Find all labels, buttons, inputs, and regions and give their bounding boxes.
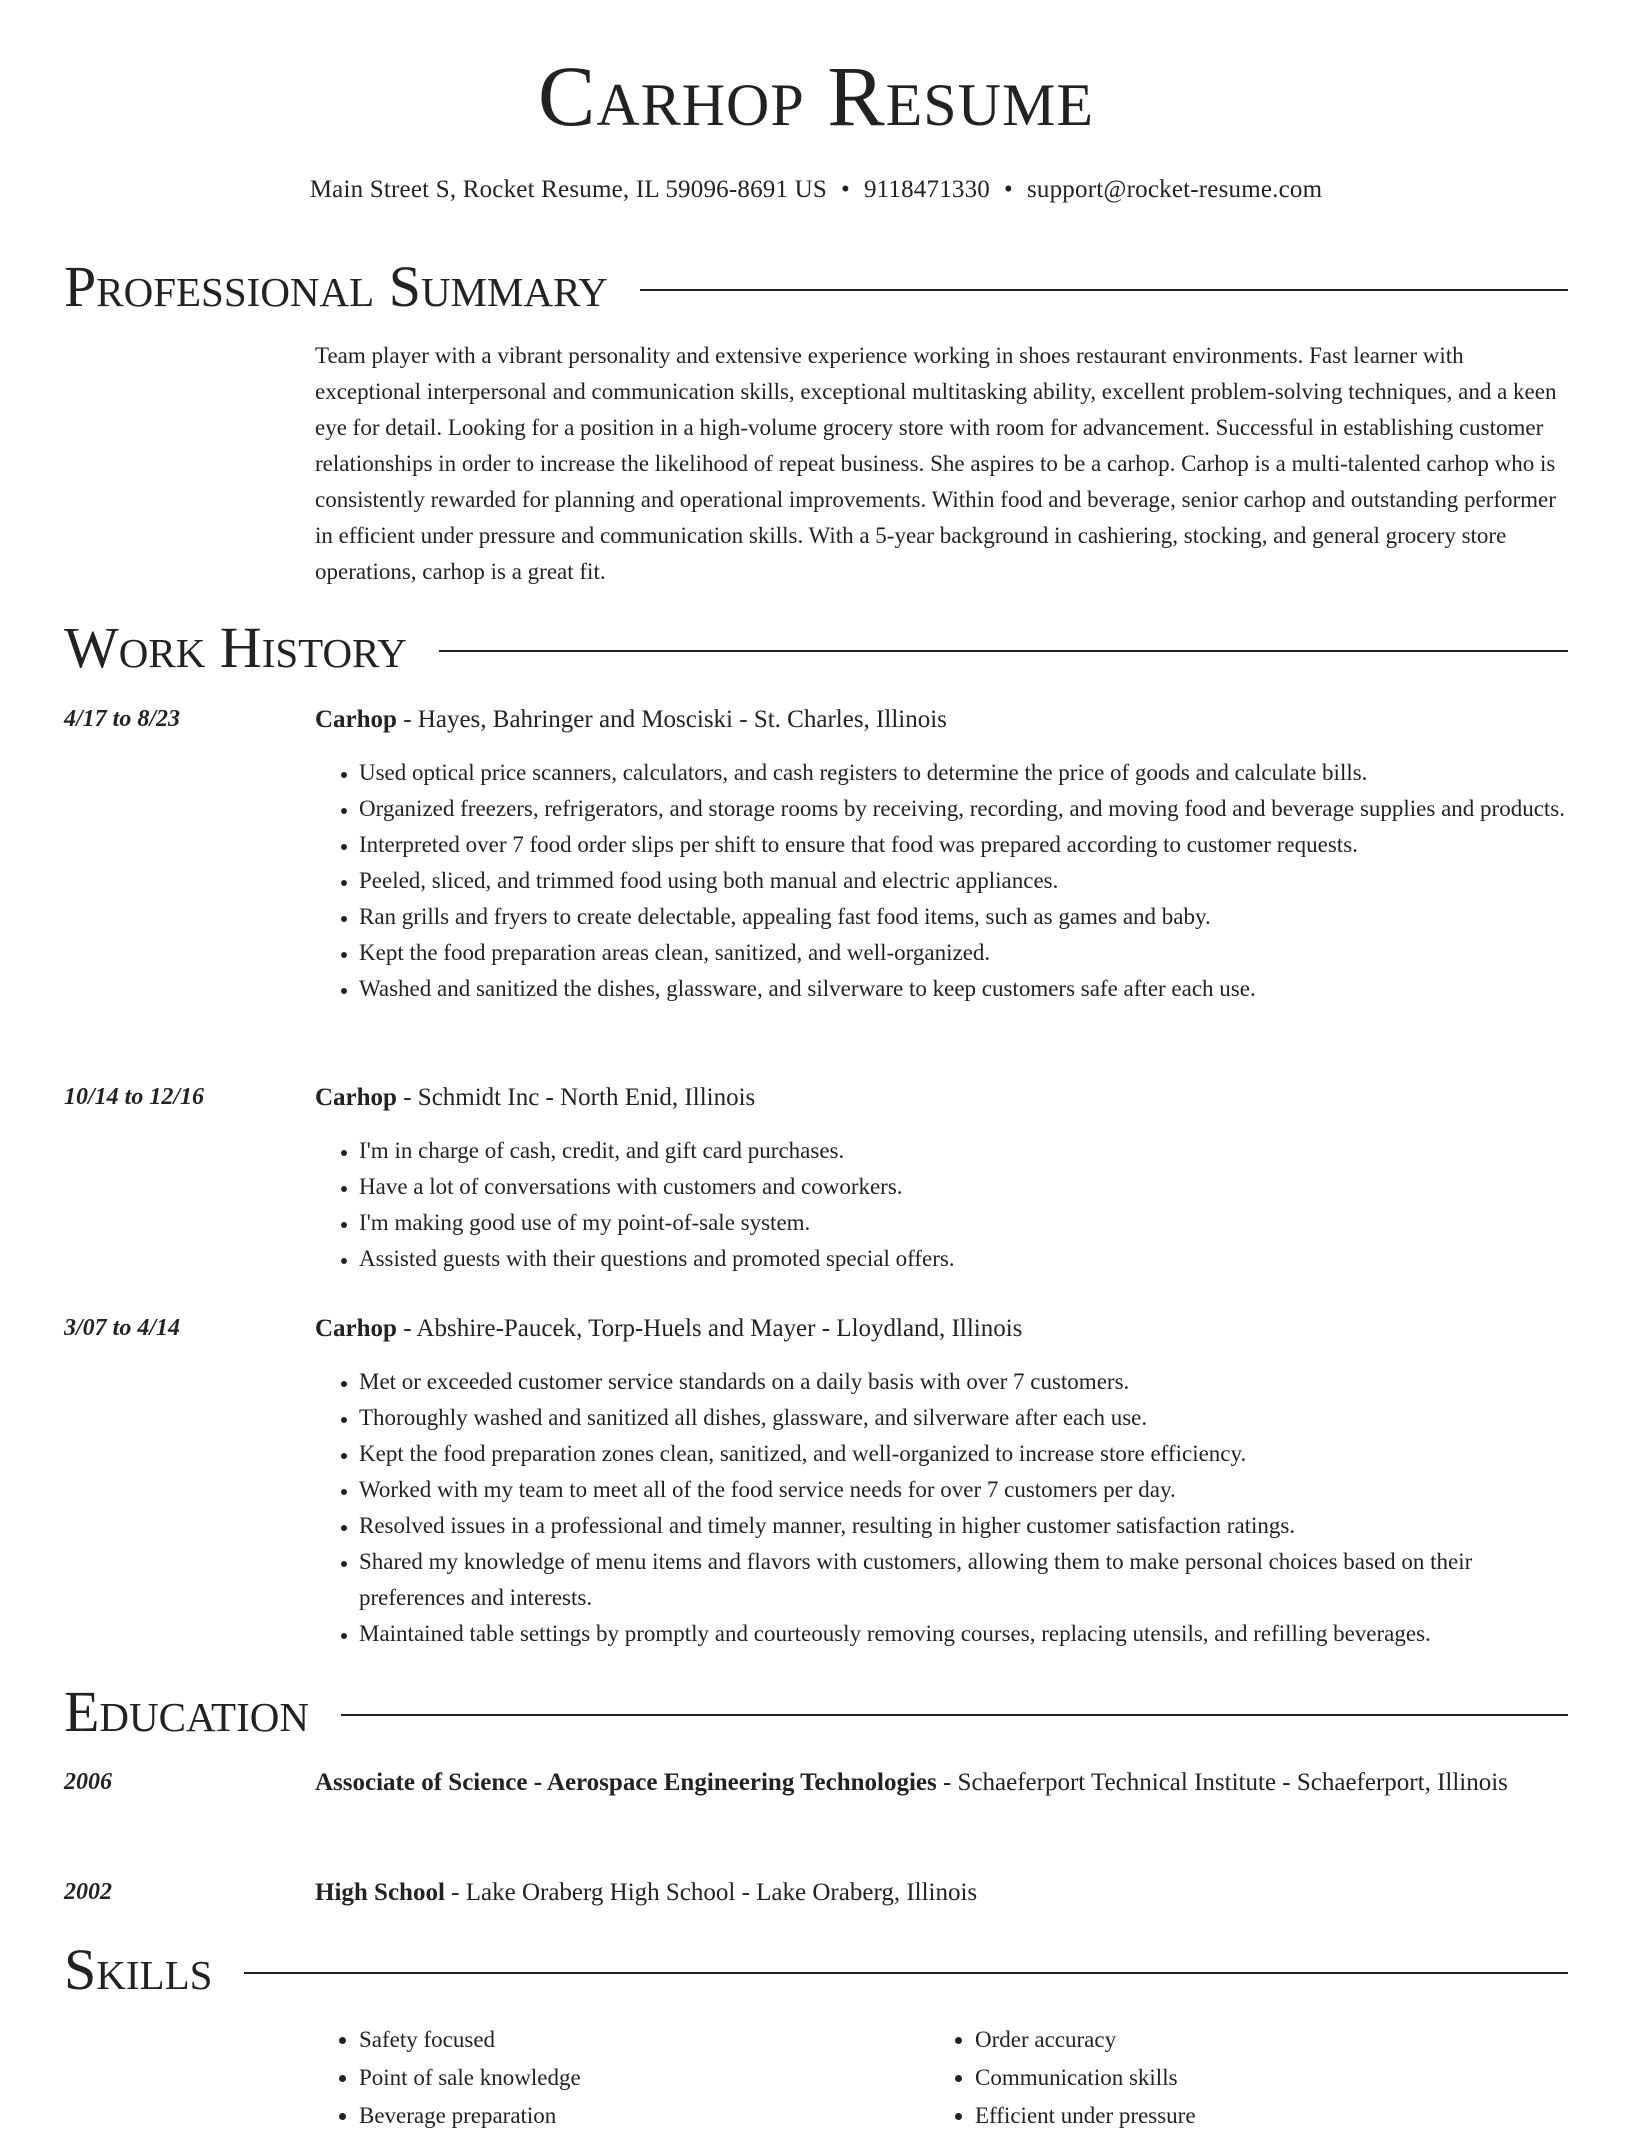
contact-email: support@rocket-resume.com	[1026, 176, 1323, 203]
duty-item: • Organized freezers, refrigerators, and storage rooms by receiving, recording, and moving food and beverage supplies and products.	[359, 791, 1568, 827]
education-year: 2006	[64, 1769, 112, 1795]
job-dates: 3/07 to 4/14	[64, 1315, 181, 1341]
skills-heading: Skills	[64, 1937, 213, 2002]
job-dates: 4/17 to 8/23	[64, 706, 181, 732]
duty-item: • Worked with my team to meet all of the food service needs for over 7 customers per day.	[359, 1472, 1568, 1508]
job-header	[315, 1310, 1568, 1348]
job-header	[315, 701, 1568, 739]
skill-item: • Communication skills	[975, 2059, 1196, 2097]
section-divider	[341, 1714, 1568, 1716]
work-section-header	[64, 615, 1568, 680]
duty-item: • Have a lot of conversations with customers and coworkers.	[359, 1169, 1568, 1205]
summary-heading: Professional Summary	[64, 254, 608, 319]
section-divider	[439, 650, 1568, 652]
job-dates: 10/14 to 12/16	[64, 1084, 205, 1110]
skill-item: • Safety focused	[359, 2021, 581, 2059]
job-title: Carhop	[315, 1315, 397, 1342]
section-divider	[640, 289, 1568, 291]
duty-item: • I'm making good use of my point-of-sale system.	[359, 1205, 1568, 1241]
duty-item: • Met or exceeded customer service standards on a daily basis with over 7 customers.	[359, 1364, 1568, 1400]
skills-list-left	[315, 2021, 581, 2135]
duty-item: • Kept the food preparation zones clean, sanitized, and well-organized to increase store efficiency.	[359, 1436, 1568, 1472]
education-details: - Lake Oraberg High School - Lake Oraberg, Illinois	[444, 1879, 978, 1906]
skill-item: • Order accuracy	[975, 2021, 1196, 2059]
education-details: - Schaeferport Technical Institute - Schaeferport, Illinois	[936, 1769, 1508, 1796]
education-degree: High School	[315, 1879, 445, 1906]
education-header	[315, 1764, 1568, 1802]
job-title: Carhop	[315, 1084, 397, 1111]
job-duties	[315, 1364, 1568, 1652]
summary-section-header	[64, 254, 1568, 319]
duty-item: • Assisted guests with their questions and promoted special offers.	[359, 1241, 1568, 1277]
duty-item: • Shared my knowledge of menu items and flavors with customers, allowing them to make personal choices based on their preferences and interests.	[359, 1544, 1568, 1616]
duty-item: • I'm in charge of cash, credit, and gift card purchases.	[359, 1133, 1568, 1169]
education-header	[315, 1874, 1568, 1912]
contact-address: Main Street S, Rocket Resume, IL 59096-8691 US	[309, 176, 827, 203]
contact-separator: •	[840, 176, 850, 203]
duty-item: • Peeled, sliced, and trimmed food using both manual and electric appliances.	[359, 863, 1568, 899]
education-degree: Associate of Science - Aerospace Engineering Technologies	[315, 1769, 937, 1796]
skill-item: • Point of sale knowledge	[359, 2059, 581, 2097]
duty-item: • Maintained table settings by promptly and courteously removing courses, replacing utensils, and refilling beverages.	[359, 1616, 1568, 1652]
work-heading: Work History	[64, 615, 407, 680]
contact-phone: 9118471330	[863, 176, 991, 203]
skills-section-header	[64, 1937, 1568, 2002]
education-heading: Education	[64, 1679, 309, 1744]
duty-item: • Interpreted over 7 food order slips per shift to ensure that food was prepared according to customer requests.	[359, 827, 1568, 863]
skill-item: • Efficient under pressure	[975, 2097, 1196, 2135]
duty-item: • Thoroughly washed and sanitized all dishes, glassware, and silverware after each use.	[359, 1400, 1568, 1436]
contact-separator: •	[1004, 176, 1013, 203]
section-divider	[244, 1972, 1568, 1974]
duty-item: • Washed and sanitized the dishes, glassware, and silverware to keep customers safe after each use.	[359, 971, 1568, 1007]
skills-list-right	[931, 2021, 1196, 2135]
job-title: Carhop	[315, 706, 397, 733]
job-duties	[315, 755, 1568, 1007]
duty-item: • Resolved issues in a professional and timely manner, resulting in higher customer satisfaction ratings.	[359, 1508, 1568, 1544]
duty-item: • Ran grills and fryers to create delectable, appealing fast food items, such as games and baby.	[359, 899, 1568, 935]
contact-line	[0, 176, 1632, 204]
summary-text: Team player with a vibrant personality and extensive experience working in shoes restaurant environments. Fast learner with exceptional interpersonal and communication skills, exceptional multitasking ability, excellent problem-solving techniques, and a keen eye for detail. Looking for a position in a high-volume grocery store with room for advancement. Successful in establishing customer relationships in order to increase the likelihood of repeat business. She aspires to be a carhop. Carhop is a multi-talented carhop who is consistently rewarded for planning and operational improvements. Within food and beverage, senior carhop and outstanding performer in efficient under pressure and communication skills. With a 5-year background in cashiering, stocking, and general grocery store operations, carhop is a great fit.	[315, 343, 1557, 584]
resume-title: Carhop Resume	[538, 48, 1094, 144]
job-header	[315, 1079, 1568, 1117]
education-section-header	[64, 1679, 1568, 1744]
job-details: - Abshire-Paucek, Torp-Huels and Mayer - Lloydland, Illinois	[396, 1315, 1023, 1342]
job-details: - Hayes, Bahringer and Mosciski - St. Charles, Illinois	[396, 706, 947, 733]
skill-item: • Beverage preparation	[359, 2097, 581, 2135]
duty-item: • Kept the food preparation areas clean, sanitized, and well-organized.	[359, 935, 1568, 971]
job-details: - Schmidt Inc - North Enid, Illinois	[396, 1084, 756, 1111]
education-year: 2002	[64, 1879, 112, 1905]
duty-item: • Used optical price scanners, calculators, and cash registers to determine the price of goods and calculate bills.	[359, 755, 1568, 791]
job-duties	[315, 1133, 1568, 1277]
